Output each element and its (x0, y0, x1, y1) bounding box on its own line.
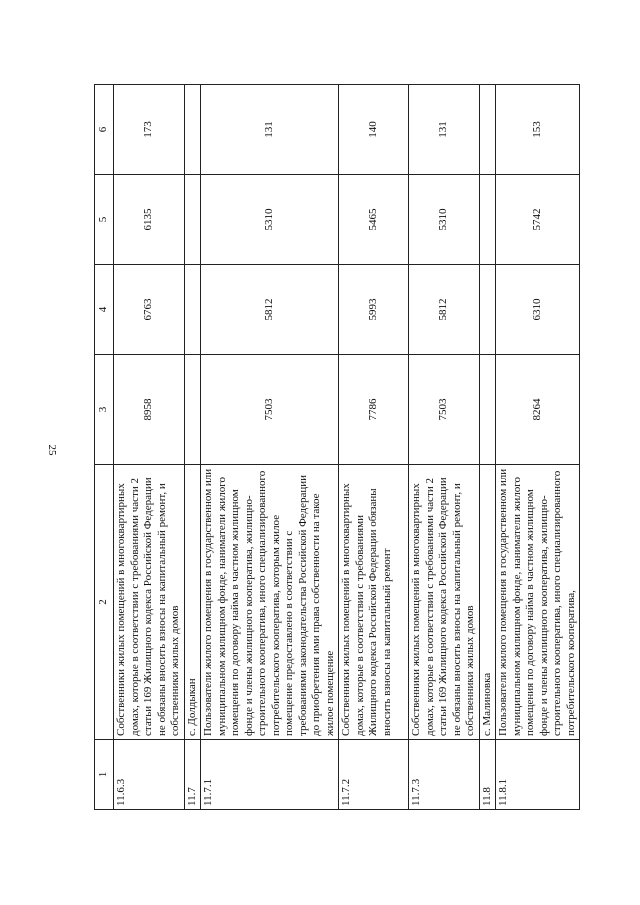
header-cell-3: 3 (95, 355, 114, 465)
table-row (184, 85, 201, 810)
header-cell-6: 6 (95, 85, 114, 175)
rotated-table-container (94, 85, 577, 810)
row-code: 11.7.2 (339, 740, 409, 810)
table-row (339, 85, 409, 810)
row-description: Собственники жилых помещений в многоквартирных домах, которые в соответствии с требованиями части 2 статьи 169 Жилищного кодекса Российской Федерации не обязаны вносить взносы на капитальный ремонт, и собственники жилых домов (114, 465, 185, 740)
row-value-col3: 8958 (114, 355, 185, 465)
row-value-col5: 5310 (409, 175, 480, 265)
row-description: Собственники жилых помещений в многоквартирных домах, которые в соответствии с требованиями части 2 статьи 169 Жилищного кодекса Российской Федерации не обязаны вносить взносы на капитальный ремонт, и собственники жилых домов (409, 465, 480, 740)
row-description: с. Долдыкан (184, 465, 201, 740)
row-value-col3 (479, 355, 496, 465)
row-code: 11.8.1 (496, 740, 580, 810)
page-number: 25 (46, 444, 58, 456)
tariff-table (94, 84, 580, 810)
row-value-col5: 5465 (339, 175, 409, 265)
row-value-col6: 131 (201, 85, 339, 175)
row-value-col4: 6763 (114, 265, 185, 355)
row-value-col4: 5812 (201, 265, 339, 355)
row-value-col4 (184, 265, 201, 355)
row-description: Пользователи жилого помещения в государственном или муниципальном жилищном фонде, наниматели жилого помещения по договору найма в частном жилищном фонде и члены жилищного кооператива, жилищно-строительного кооператива, иного специализированного потребительского кооператива, которым жилое помещение предоставлено в соответствии с требованиями законодательства Российской Федерации до приобретения ими права собственности на такое жилое помещение (201, 465, 339, 740)
header-cell-5: 5 (95, 175, 114, 265)
row-value-col3: 7503 (409, 355, 480, 465)
table-row (496, 85, 580, 810)
row-description: Собственники жилых помещений в многоквартирных домах, которые в соответствии с требованиями Жилищного кодекса Российской Федерации обязаны вносить взносы на капитальный ремонт (339, 465, 409, 740)
row-code: 11.7.3 (409, 740, 480, 810)
header-cell-1: 1 (95, 740, 114, 810)
table-row (479, 85, 496, 810)
row-value-col6: 131 (409, 85, 480, 175)
row-value-col6: 140 (339, 85, 409, 175)
row-value-col6 (479, 85, 496, 175)
row-code: 11.8 (479, 740, 496, 810)
row-value-col5 (184, 175, 201, 265)
row-value-col6 (184, 85, 201, 175)
row-code: 11.6.3 (114, 740, 185, 810)
row-description: с. Малиновка (479, 465, 496, 740)
table-row (409, 85, 480, 810)
row-value-col3: 8264 (496, 355, 580, 465)
row-value-col3: 7503 (201, 355, 339, 465)
header-cell-4: 4 (95, 265, 114, 355)
row-value-col6: 173 (114, 85, 185, 175)
row-value-col5: 6135 (114, 175, 185, 265)
row-value-col3 (184, 355, 201, 465)
row-code: 11.7.1 (201, 740, 339, 810)
header-row (95, 85, 114, 810)
row-code: 11.7 (184, 740, 201, 810)
table-row (114, 85, 185, 810)
row-value-col4: 6310 (496, 265, 580, 355)
row-value-col5 (479, 175, 496, 265)
row-description: Пользователи жилого помещения в государственном или муниципальном жилищном фонде, наниматели жилого помещения по договору найма в частном жилищном фонде и члены жилищного кооператива, жилищно-строительного кооператива, иного специализированного потребительского кооператива, (496, 465, 580, 740)
header-cell-2: 2 (95, 465, 114, 740)
table-row (201, 85, 339, 810)
row-value-col4: 5812 (409, 265, 480, 355)
row-value-col5: 5310 (201, 175, 339, 265)
row-value-col6: 153 (496, 85, 580, 175)
row-value-col3: 7786 (339, 355, 409, 465)
row-value-col4: 5993 (339, 265, 409, 355)
row-value-col5: 5742 (496, 175, 580, 265)
row-value-col4 (479, 265, 496, 355)
